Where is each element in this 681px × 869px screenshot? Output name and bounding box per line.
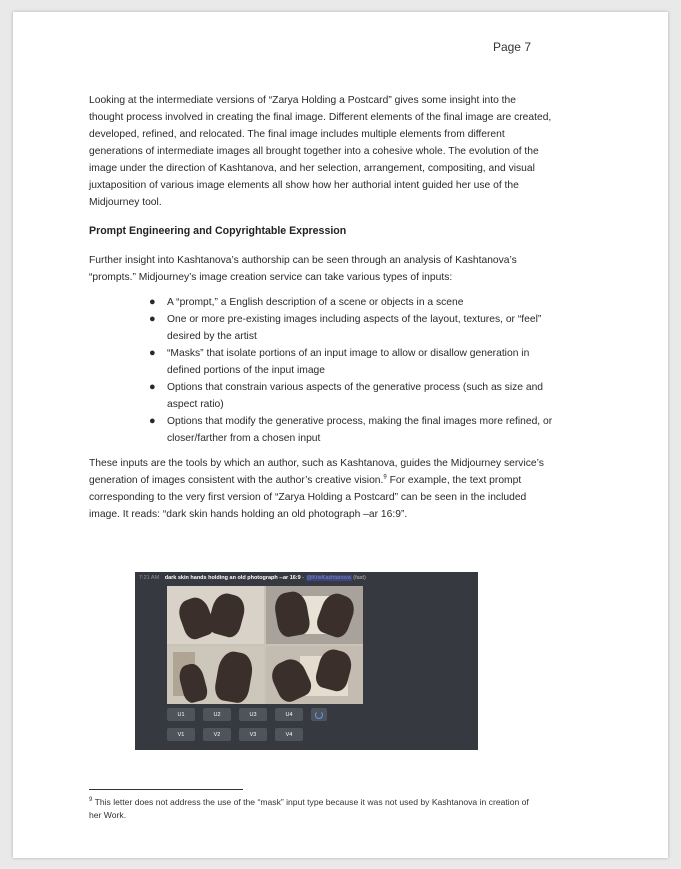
footnote-divider [89,789,243,790]
footnote-marker: 9 [89,797,93,804]
separator: - [302,575,306,581]
paragraph-text: For example, the text prompt corresponding to the very first version of “Zarya Holding a Postcard” can be seen in the included image. It reads: “dark skin hands holding an old photograph –ar 16:9”. [89,475,527,520]
message-header [139,575,366,581]
footnote [89,796,539,821]
paragraph-text: These inputs are the tools by which an author, such as Kashtanova, guides the Midjourney service’s generation of images consistent with the author’s creative vision. [89,458,544,486]
refresh-button[interactable] [311,708,327,721]
upscale-button-3[interactable]: U3 [239,708,267,721]
generated-image [167,586,264,644]
bullet-icon: ● [149,296,156,308]
upscale-button-row [167,708,327,721]
footnote-text: This letter does not address the use of the “mask” input type because it was not used by Kashtanova in creation of her Work. [89,797,529,820]
generated-image-grid[interactable] [167,586,363,704]
speed-label: (fast) [353,575,366,581]
variation-button-3[interactable]: V3 [239,728,267,741]
list-item-text: Options that modify the generative process, making the final images more refined, or closer/farther from a chosen input [167,416,553,444]
paragraph-intermediate-versions: Looking at the intermediate versions of “Zarya Holding a Postcard” gives some insight into the thought process involved in creating the final image. Different elements of the final image are created, developed, refined, and relocated. The final image includes multiple elements from different generations of intermediate images all brought together into a cohesive whole. The evolution of the image under the direction of Kashtanova, and her selection, arrangement, compositing, and visual juxtaposition of various image elements all show how her authorial intent guided her use of the Midjourney tool. [89,95,552,208]
generated-image [266,586,363,644]
section-heading: Prompt Engineering and Copyrightable Expression [89,225,347,237]
list-item [149,311,553,345]
list-item [149,294,553,311]
paragraph-inputs-tools [89,455,553,523]
generated-image [266,646,363,704]
footnote-reference[interactable]: 9 [383,474,387,481]
variation-button-row [167,728,311,741]
upscale-button-1[interactable]: U1 [167,708,195,721]
list-item [149,379,553,413]
input-types-list [89,294,553,447]
list-item-text: A “prompt,” a English description of a scene or objects in a scene [167,297,464,308]
list-item-text: “Masks” that isolate portions of an input image to allow or disallow generation in defined portions of the input image [167,348,530,376]
bullet-icon: ● [149,415,156,427]
bullet-icon: ● [149,313,156,325]
bullet-icon: ● [149,347,156,359]
paragraph-prompts-intro: Further insight into Kashtanova’s authorship can be seen through an analysis of Kashtanova’s “prompts.” Midjourney’s image creation service can take various types of inputs: [89,255,517,283]
upscale-button-2[interactable]: U2 [203,708,231,721]
midjourney-screenshot [135,572,478,750]
generated-image [167,646,264,704]
variation-button-2[interactable]: V2 [203,728,231,741]
bullet-icon: ● [149,381,156,393]
document-page [13,12,668,858]
variation-button-4[interactable]: V4 [275,728,303,741]
page-content [89,92,553,529]
refresh-icon [315,711,323,719]
list-item-text: One or more pre-existing images including aspects of the layout, textures, or “feel” desired by the artist [167,314,542,342]
upscale-button-4[interactable]: U4 [275,708,303,721]
prompt-text: dark skin hands holding an old photograph --ar 16:9 [164,575,301,581]
user-mention[interactable]: @KrisKashtanova [306,575,351,581]
list-item [149,345,553,379]
page-number: Page 7 [492,40,531,54]
list-item-text: Options that constrain various aspects of the generative process (such as size and aspect ratio) [167,382,544,410]
list-item [149,413,553,447]
variation-button-1[interactable]: V1 [167,728,195,741]
message-timestamp: 7:21 AM [139,575,160,581]
